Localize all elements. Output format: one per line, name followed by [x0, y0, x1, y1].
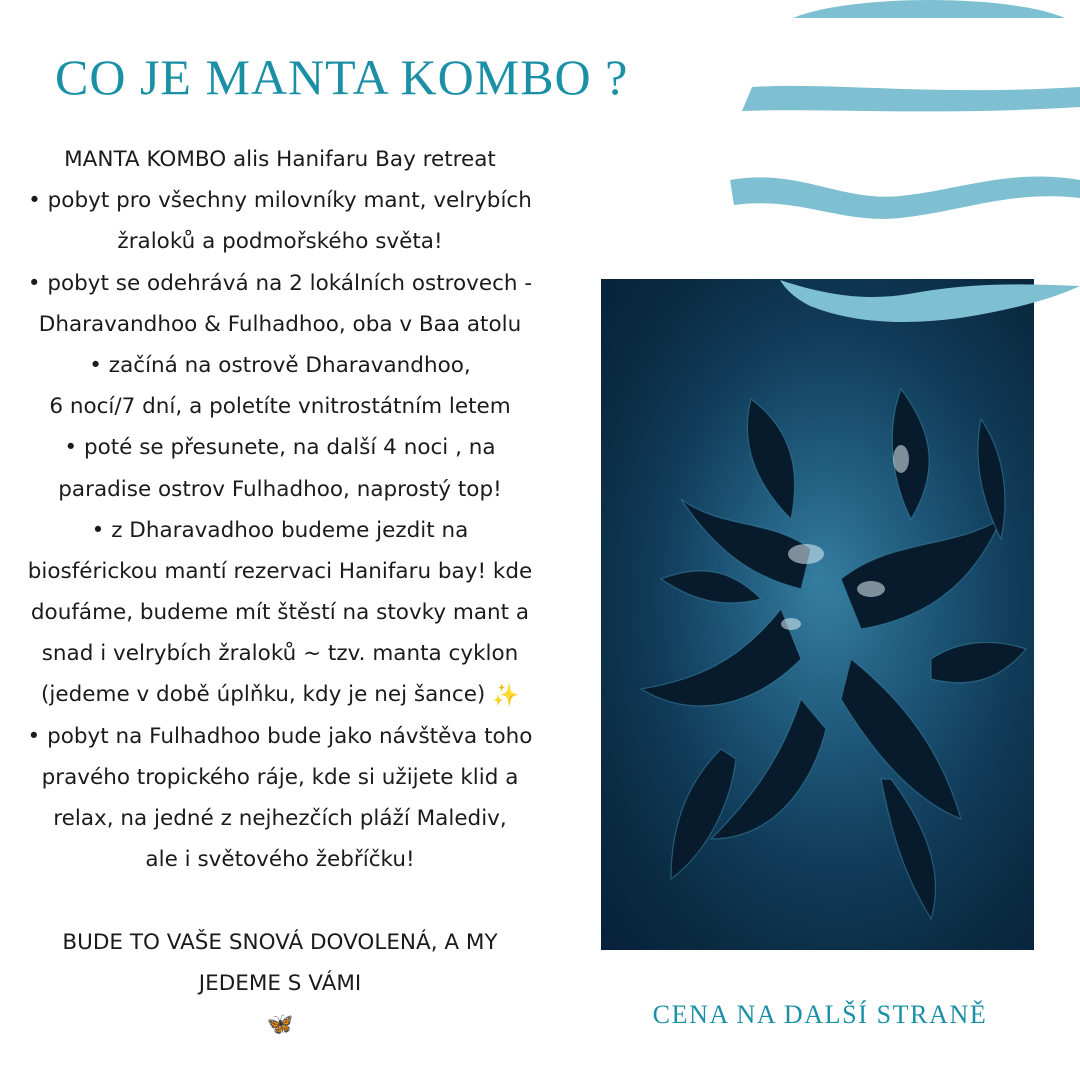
- wave-stroke-2: [742, 86, 1080, 112]
- butterfly-icon: 🦋: [266, 1012, 294, 1038]
- closing-line: JEDEME S VÁMI: [198, 970, 362, 996]
- description-line: Dharavandhoo & Fulhadhoo, oba v Baa atolu: [38, 311, 522, 337]
- manta-belly-highlight: [788, 544, 824, 564]
- description-line: relax, na jedné z nejhezčích pláží Malediv,: [53, 806, 507, 831]
- description-line: 6 nocí/7 dní, a poletíte vnitrostátním letem: [49, 394, 511, 420]
- description-line: doufáme, budeme mít štěstí na stovky mant a: [30, 600, 530, 626]
- butterfly-line: [10, 1004, 550, 1045]
- page-title: CO JE MANTA KOMBO ?: [55, 49, 629, 105]
- manta-belly-highlight: [857, 581, 885, 597]
- description-line: snad i velrybích žraloků ~ tzv. manta cyklon: [41, 641, 519, 667]
- manta-rays-photo: [601, 279, 1034, 950]
- manta-rays-illustration: [601, 279, 1034, 950]
- manta-belly-highlight: [781, 618, 801, 630]
- description-line-with-emoji: [10, 674, 550, 715]
- closing-line: BUDE TO VAŠE SNOVÁ DOVOLENÁ, A MY: [62, 929, 498, 955]
- description-line: pravého tropického ráje, kde si užijete klid a: [41, 764, 519, 790]
- description-text: [10, 139, 550, 1045]
- next-page-label: CENA NA DALŠÍ STRANĚ: [652, 1000, 988, 1029]
- description-line: • poté se přesunete, na další 4 noci , na: [64, 435, 496, 461]
- description-line: žraloků a podmořského světa!: [117, 229, 443, 255]
- description-line: • pobyt se odehrává na 2 lokálních ostrovech -: [27, 270, 533, 296]
- sparkles-icon: ✨: [492, 682, 519, 708]
- wave-stroke-3: [730, 176, 1080, 218]
- description-line: paradise ostrov Fulhadhoo, naprostý top!: [58, 476, 502, 502]
- description-line: • pobyt pro všechny milovníky mant, velrybích: [28, 188, 532, 214]
- manta-belly-highlight: [893, 445, 909, 473]
- description-line: biosférickou mantí rezervaci Hanifaru bay! kde: [27, 558, 533, 584]
- wave-stroke-top: [793, 0, 1065, 18]
- description-line: MANTA KOMBO alis Hanifaru Bay retreat: [64, 147, 496, 172]
- description-line: • začíná na ostrově Dharavandhoo,: [89, 352, 471, 378]
- description-line: (jedeme v době úplňku, kdy je nej šance): [41, 682, 486, 708]
- spacer: [10, 880, 550, 921]
- description-line: • pobyt na Fulhadhoo bude jako návštěva toho: [27, 723, 533, 749]
- description-line: • z Dharavadhoo budeme jezdit na: [91, 517, 469, 543]
- description-line: ale i světového žebříčku!: [145, 847, 415, 873]
